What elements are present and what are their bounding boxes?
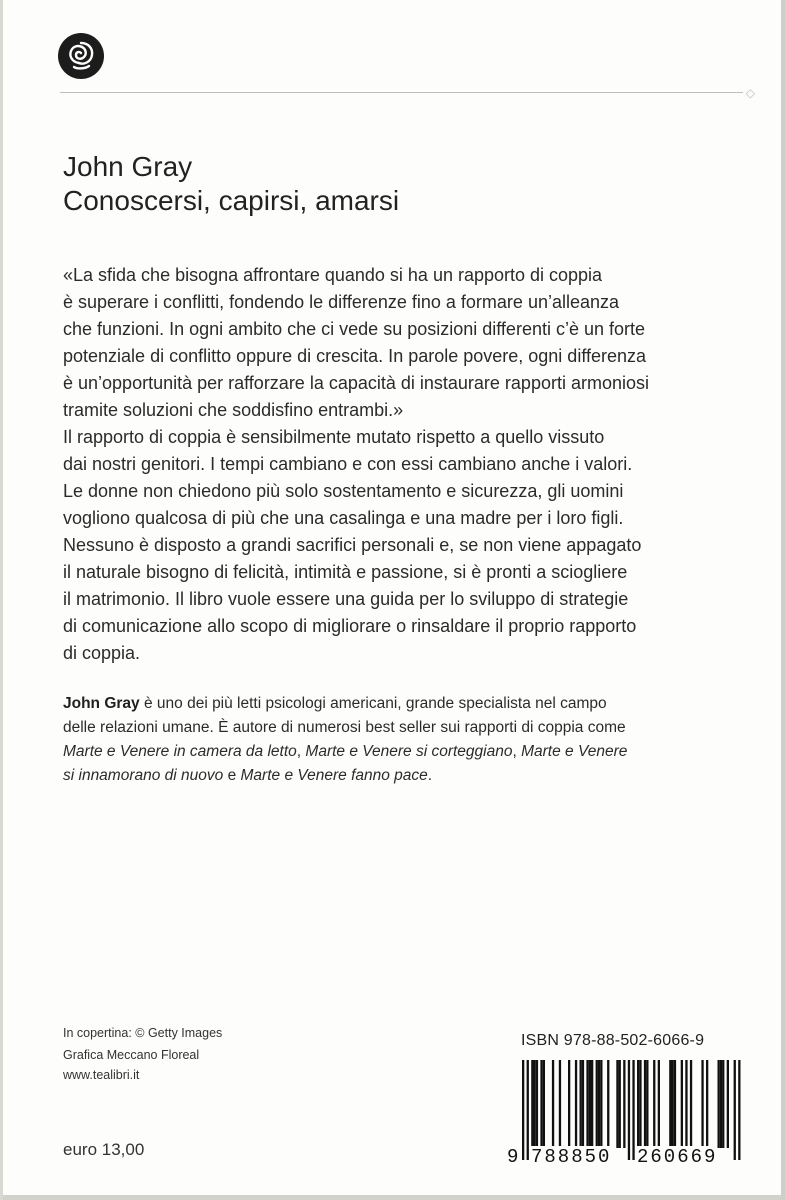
- description-line: Nessuno è disposto a grandi sacrifici personali e, se non viene appagato: [63, 535, 642, 555]
- barcode-bar: [701, 1060, 703, 1148]
- period: .: [427, 767, 433, 784]
- barcode-bar: [582, 1060, 584, 1148]
- description-line: Il rapporto di coppia è sensibilmente mutato rispetto a quello vissuto: [63, 427, 605, 447]
- barcode-bar: [658, 1060, 660, 1148]
- book-title-ref: si innamorano di nuovo: [63, 767, 224, 784]
- barcode-bar: [540, 1060, 542, 1148]
- barcode-digits-left: 788850: [531, 1146, 612, 1168]
- credits: [63, 1022, 222, 1066]
- publisher-website: www.tealibri.it: [63, 1068, 140, 1082]
- barcode-bar: [589, 1060, 591, 1148]
- barcode-bar: [637, 1060, 639, 1148]
- barcode-digit-first: 9: [507, 1146, 519, 1168]
- barcode-bar: [580, 1060, 582, 1148]
- description: [63, 424, 763, 667]
- rule-end-mark: ◇: [745, 86, 755, 100]
- price: euro 13,00: [63, 1140, 145, 1159]
- cover-credit: In copertina: © Getty Images: [63, 1026, 223, 1040]
- book-heading: [63, 150, 399, 218]
- barcode-bar: [600, 1060, 602, 1148]
- barcode-bar: [706, 1060, 708, 1148]
- book-title-ref: Marte e Venere si corteggiano: [305, 743, 513, 760]
- barcode-bar: [607, 1060, 609, 1148]
- barcode-bar: [653, 1060, 655, 1148]
- barcode-bar: [527, 1060, 529, 1160]
- author-name: John Gray: [63, 151, 193, 182]
- bio-line: [63, 740, 763, 764]
- barcode-bar: [690, 1060, 692, 1148]
- barcode-bar: [596, 1060, 598, 1148]
- book-title: Conoscersi, capirsi, amarsi: [63, 185, 400, 216]
- conjunction: e: [223, 767, 241, 784]
- book-title-ref: Marte e Venere: [521, 743, 628, 760]
- book-title-ref: Marte e Venere fanno pace: [240, 767, 428, 784]
- isbn-label: ISBN 978-88-502-6066-9: [521, 1032, 705, 1049]
- barcode-bar: [598, 1060, 600, 1148]
- barcode-bar: [669, 1060, 671, 1148]
- barcode-bar: [738, 1060, 740, 1160]
- top-rule: [60, 92, 743, 93]
- quote-line: è superare i conflitti, fondendo le differenze fino a formare un’alleanza: [63, 292, 620, 312]
- barcode-digits-right: 260669: [637, 1146, 718, 1168]
- barcode-bar: [531, 1060, 533, 1148]
- bio-line: delle relazioni umane. È autore di numerosi best seller sui rapporti di coppia come: [63, 719, 626, 736]
- barcode-bar: [722, 1060, 724, 1148]
- barcode-bar: [619, 1060, 621, 1148]
- author-bio: [63, 692, 763, 788]
- barcode-bar: [552, 1060, 554, 1148]
- quote-line: è un’opportunità per rafforzare la capacità di instaurare rapporti armoniosi: [63, 373, 649, 393]
- barcode-bar: [718, 1060, 720, 1148]
- barcode-bar: [644, 1060, 646, 1148]
- barcode-bar: [672, 1060, 674, 1148]
- description-line: il matrimonio. Il libro vuole essere una guida per lo sviluppo di strategie: [63, 589, 629, 609]
- barcode-bar: [632, 1060, 634, 1160]
- bio-author-name: John Gray: [63, 695, 140, 712]
- barcode-bar: [534, 1060, 536, 1148]
- barcode-bar: [674, 1060, 676, 1148]
- quote: [63, 262, 763, 424]
- description-line: di comunicazione allo scopo di migliorare o rinsaldare il proprio rapporto: [63, 616, 637, 636]
- barcode-bar: [720, 1060, 722, 1148]
- barcode-bar: [591, 1060, 593, 1148]
- barcode-bar: [623, 1060, 625, 1148]
- barcode-bar: [685, 1060, 687, 1148]
- barcode-bar: [559, 1060, 561, 1148]
- quote-line: potenziale di conflitto oppure di crescita. In parole povere, ogni differenza: [63, 346, 647, 366]
- separator: ,: [296, 743, 306, 760]
- description-line: di coppia.: [63, 643, 141, 663]
- barcode-bar: [639, 1060, 641, 1148]
- barcode-bar: [522, 1060, 524, 1160]
- quote-line: tramite soluzioni che soddisfino entrambi.»: [63, 400, 404, 420]
- description-line: dai nostri genitori. I tempi cambiano e con essi cambiano anche i valori.: [63, 454, 633, 474]
- barcode-bar: [543, 1060, 545, 1148]
- description-line: vogliono qualcosa di più che una casalinga e una madre per i loro figli.: [63, 508, 624, 528]
- bio-line: [63, 692, 763, 716]
- design-credit: Grafica Meccano Floreal: [63, 1048, 200, 1062]
- bio-line: [63, 764, 763, 788]
- barcode-bar: [575, 1060, 577, 1148]
- quote-line: «La sfida che bisogna affrontare quando si ha un rapporto di coppia: [63, 265, 603, 285]
- barcode-bar: [734, 1060, 736, 1160]
- separator: ,: [512, 743, 522, 760]
- barcode-bar: [681, 1060, 683, 1148]
- rose-logo-icon: [57, 32, 105, 80]
- barcode-bar: [616, 1060, 618, 1148]
- quote-line: che funzioni. In ogni ambito che ci vede su posizioni differenti c’è un forte: [63, 319, 646, 339]
- barcode-bar: [646, 1060, 648, 1148]
- barcode-bar: [628, 1060, 630, 1160]
- bio-text: è uno dei più letti psicologi americani, grande specialista nel campo: [139, 695, 607, 712]
- barcode-bar: [536, 1060, 538, 1148]
- description-line: il naturale bisogno di felicità, intimità e passione, si è pronti a sciogliere: [63, 562, 628, 582]
- book-title-ref: Marte e Venere in camera da letto: [63, 743, 297, 760]
- barcode-bar: [568, 1060, 570, 1148]
- barcode-bar: [586, 1060, 588, 1148]
- blurb: [63, 262, 763, 667]
- barcode-bar: [727, 1060, 729, 1148]
- description-line: Le donne non chiedono più solo sostentamento e sicurezza, gli uomini: [63, 481, 624, 501]
